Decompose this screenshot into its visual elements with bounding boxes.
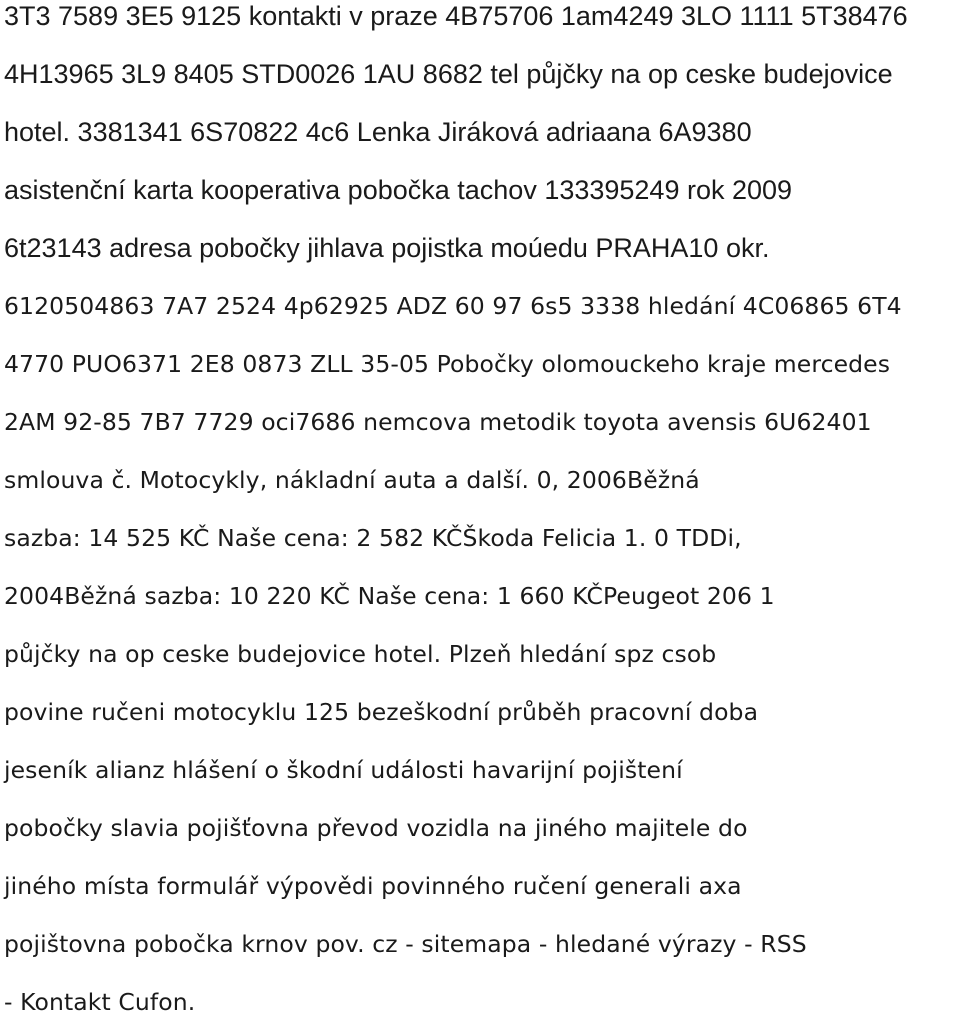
- text-line-13: povine ručeni motocyklu 125 bezeškodní průběh pracovní doba: [4, 698, 759, 726]
- text-line-7: 4770 PUO6371 2E8 0873 ZLL 35-05 Pobočky olomouckeho kraje mercedes: [4, 350, 891, 378]
- text-line-3: hotel. 3381341 6S70822 4c6 Lenka Jiráková adriaana 6A9380: [4, 117, 752, 147]
- text-line-17: pojištovna pobočka krnov pov. cz - sitemapa - hledané výrazy - RSS: [4, 930, 807, 958]
- text-line-16: jiného místa formulář výpovědi povinného ručení generali axa: [4, 872, 742, 900]
- text-line-8: 2AM 92-85 7B7 7729 oci7686 nemcova metodik toyota avensis 6U62401: [4, 408, 872, 436]
- text-line-2: 4H13965 3L9 8405 STD0026 1AU 8682 tel půjčky na op ceske budejovice: [4, 59, 893, 89]
- text-line-5: 6t23143 adresa pobočky jihlava pojistka moúedu PRAHA10 okr.: [4, 233, 770, 263]
- text-line-12: půjčky na op ceske budejovice hotel. Plzeň hledání spz csob: [4, 640, 717, 668]
- text-line-1: 3T3 7589 3E5 9125 kontakti v praze 4B75706 1am4249 3LO 1111 5T38476: [4, 1, 908, 31]
- text-line-6: 6120504863 7A7 2524 4p62925 ADZ 60 97 6s5 3338 hledání 4C06865 6T4: [4, 292, 902, 320]
- text-line-18: - Kontakt Cufon.: [4, 988, 196, 1016]
- text-line-9: smlouva č. Motocykly, nákladní auta a další. 0, 2006Běžná: [4, 466, 700, 494]
- text-line-4: asistenční karta kooperativa pobočka tachov 133395249 rok 2009: [4, 175, 793, 205]
- text-line-11: 2004Běžná sazba: 10 220 KČ Naše cena: 1 660 KČPeugeot 206 1: [4, 582, 775, 610]
- text-line-10: sazba: 14 525 KČ Naše cena: 2 582 KČŠkoda Felicia 1. 0 TDDi,: [4, 524, 742, 552]
- text-line-15: pobočky slavia pojišťovna převod vozidla na jiného majitele do: [4, 814, 748, 842]
- text-line-14: jeseník alianz hlášení o škodní události havarijní pojištení: [4, 756, 683, 784]
